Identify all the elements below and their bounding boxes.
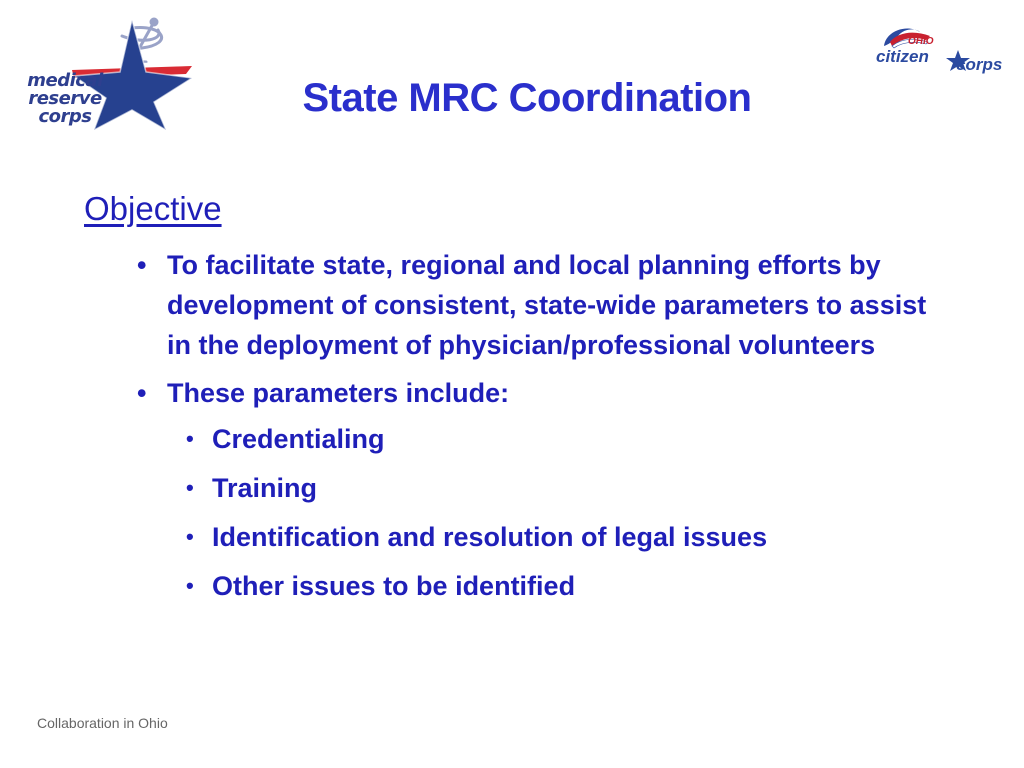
bullet-text: • These parameters include: (167, 378, 510, 408)
mrc-logo-line: corps (38, 106, 92, 127)
objective-heading: Objective (84, 190, 222, 227)
footer-text: Collaboration in Ohio (37, 715, 168, 731)
mrc-logo-line: medical (27, 70, 103, 91)
sub-bullet-item: • Credentialing (212, 419, 957, 459)
ohio-label: OHIO (908, 36, 934, 47)
slide-title: State MRC Coordination (302, 76, 752, 120)
sub-bullet-item: • Training (212, 468, 957, 508)
bullet-list (167, 245, 957, 615)
bullet-item (167, 245, 957, 365)
sub-bullet-item: • Other issues to be identified (212, 566, 957, 606)
bullet-text: • To facilitate state, regional and local planning efforts by development of consistent, state-wide parameters to assist in the deployment of physician/professional volunteers (167, 250, 927, 360)
sub-bullet-item: • Identification and resolution of legal issues (212, 517, 957, 557)
sub-bullet-list (167, 419, 957, 606)
bullet-item (167, 373, 957, 606)
citizen-label: citizen (876, 47, 929, 66)
corps-label: corps (956, 55, 1003, 74)
mrc-logo-line: reserve (28, 88, 102, 109)
ohio-citizen-corps-logo (874, 20, 1014, 80)
